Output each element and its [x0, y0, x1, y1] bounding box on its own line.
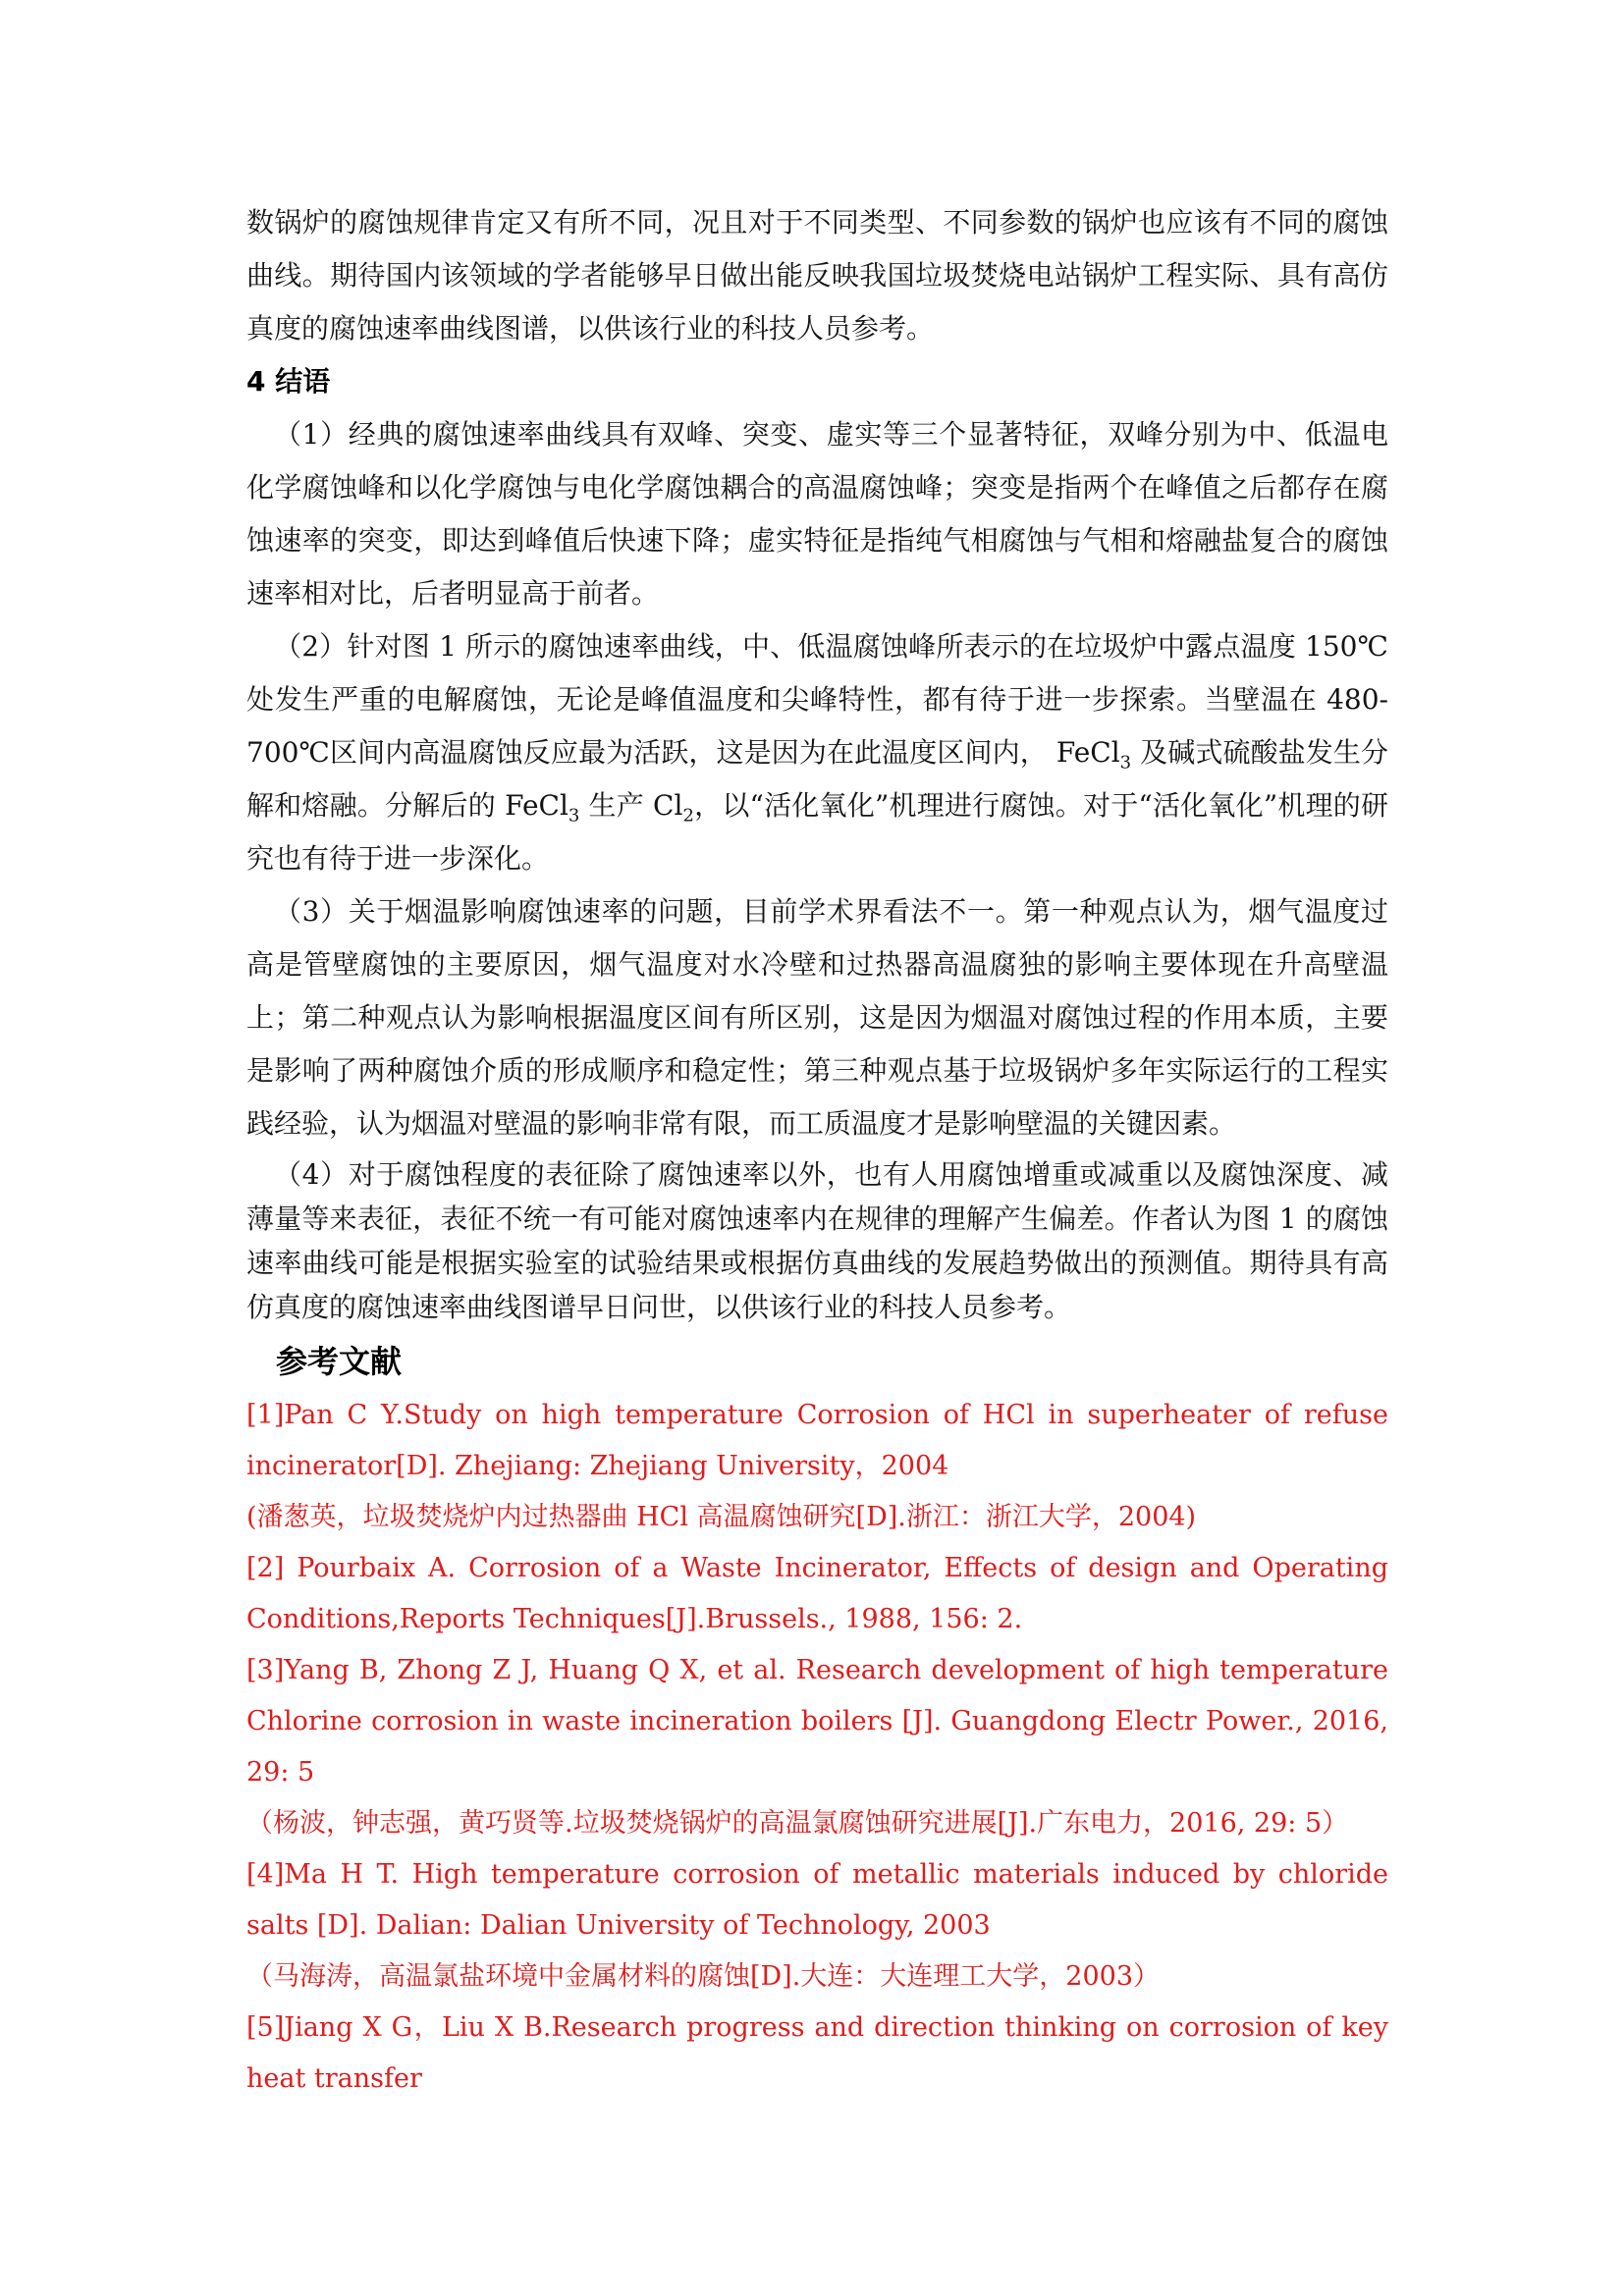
reference-item: [5]Jiang X G，Liu X B.Research progress and direction thinking on corrosion of key heat transfer [246, 2012, 1388, 2094]
p2-subscript-2: 3 [568, 805, 580, 827]
conclusion-paragraph-2 [246, 620, 1388, 885]
article-body [246, 196, 1388, 2105]
conclusion-paragraph-4: （4）对于腐蚀程度的表征除了腐蚀速率以外，也有人用腐蚀增重或减重以及腐蚀深度、减薄量等来表征，表征不统一有可能对腐蚀速率内在规律的理解产生偏差。作者认为图 1 的腐蚀速率曲线可能是根据实验室的试验结果或根据仿真曲线的发展趋势做出的预测值。期待具有高仿真度的腐蚀速率曲线图谱早日问世，以供该行业的科技人员参考。 [246, 1158, 1388, 1323]
conclusion-paragraph-3: （3）关于烟温影响腐蚀速率的问题，目前学术界看法不一。第一种观点认为，烟气温度过高是管壁腐蚀的主要原因，烟气温度对水冷壁和过热器高温腐独的影响主要体现在升高壁温上；第二种观点认为影响根据温度区间有所区别，这是因为烟温对腐蚀过程的作用本质，主要是影响了两种腐蚀介质的形成顺序和稳定性；第三种观点基于垃圾锅炉多年实际运行的工程实践经验，认为烟温对壁温的影响非常有限，而工质温度才是影响壁温的关键因素。 [246, 895, 1388, 1140]
p2-subscript-3: 2 [682, 805, 694, 827]
p2-text-c: 生产 Cl [579, 789, 683, 822]
continued-paragraph: 数锅炉的腐蚀规律肯定又有所不同，况且对于不同类型、不同参数的锅炉也应该有不同的腐蚀曲线。期待国内该领域的学者能够早日做出能反映我国垃圾焚烧电站锅炉工程实际、具有高仿真度的腐蚀速率曲线图谱，以供该行业的科技人员参考。 [246, 206, 1388, 345]
reference-item: [3]Yang B, Zhong Z J, Huang Q X, et al. Research development of high temperature Chlorine corrosion in waste incineration boilers [J]. Guangdong Electr Power., 2016, 29: 5 [246, 1655, 1388, 1788]
p2-text-d: ，以“活化氧化”机理进行腐蚀。对于“活化氧化”机理的研究也有待于进一步深化。 [246, 789, 1389, 875]
p2-text-b: 及碱式硫酸盐发生分解和熔融。分解后的 FeCl [246, 736, 1389, 822]
reference-item: （马海涛，高温氯盐环境中金属材料的腐蚀[D].大连：大连理工大学，2003） [246, 1961, 1161, 1992]
p2-subscript-1: 3 [1119, 752, 1132, 774]
conclusion-paragraph-1: （1）经典的腐蚀速率曲线具有双峰、突变、虚实等三个显著特征，双峰分别为中、低温电化学腐蚀峰和以化学腐蚀与电化学腐蚀耦合的高温腐蚀峰；突变是指两个在峰值之后都存在腐蚀速率的突变，即达到峰值后快速下降；虚实特征是指纯气相腐蚀与气相和熔融盐复合的腐蚀速率相对比，后者明显高于前者。 [246, 418, 1388, 610]
references-title: 参考文献 [276, 1343, 403, 1380]
reference-item: (潘葱英，垃圾焚烧炉内过热器曲 HCl 高温腐蚀研究[D].浙江：浙江大学，2004) [246, 1502, 1197, 1532]
reference-item: （杨波，钟志强，黄巧贤等.垃圾焚烧锅炉的高温氯腐蚀研究进展[J].广东电力，2016, 29: 5） [246, 1808, 1349, 1839]
references-list [246, 1390, 1388, 2105]
section-heading: 4 结语 [246, 365, 331, 398]
reference-item: [2] Pourbaix A. Corrosion of a Waste Incinerator, Effects of design and Operating Conditions,Reports Techniques[J].Brussels., 1988, 156: 2. [246, 1553, 1388, 1634]
reference-item: [1]Pan C Y.Study on high temperature Corrosion of HCl in superheater of refuse incinerator[D]. Zhejiang: Zhejiang University，2004 [246, 1400, 1388, 1481]
reference-item: [4]Ma H T. High temperature corrosion of metallic materials induced by chloride salts [D]. Dalian: Dalian University of Technology, 2003 [246, 1859, 1388, 1941]
p2-text-a: （2）针对图 1 所示的腐蚀速率曲线，中、低温腐蚀峰所表示的在垃圾炉中露点温度 150℃处发生严重的电解腐蚀，无论是峰值温度和尖峰特性，都有待于进一步探索。当壁温在 480-700℃区间内高温腐蚀反应最为活跃，这是因为在此温度区间内， FeCl [246, 630, 1388, 769]
